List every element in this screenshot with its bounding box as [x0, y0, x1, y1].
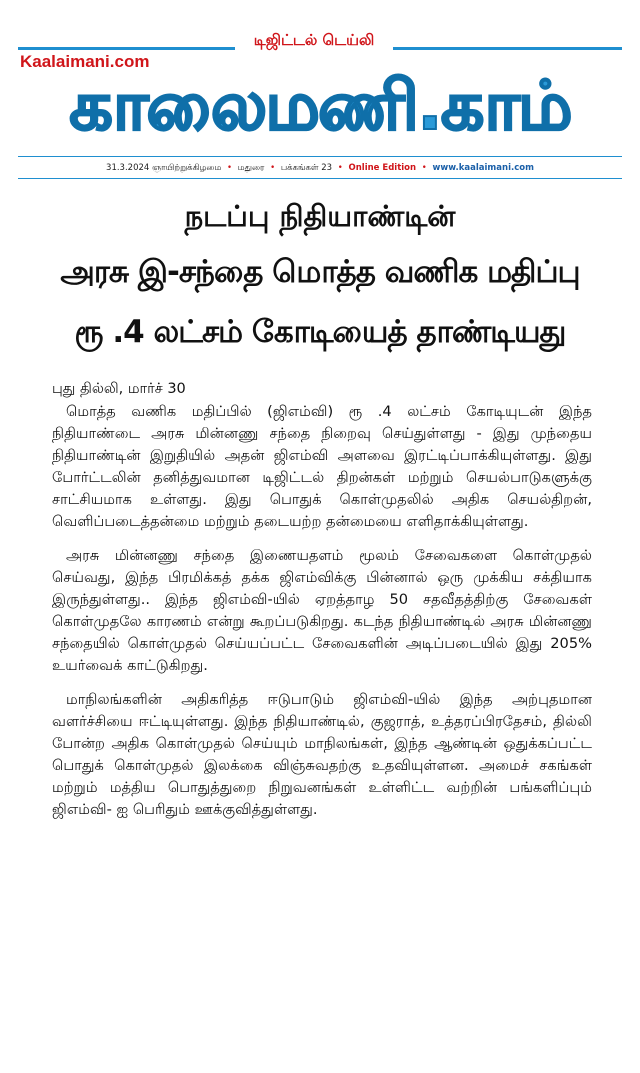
headline-line-1: நடப்பு நிதியாண்டின்: [184, 199, 456, 233]
headline: [20, 190, 620, 362]
issue-city: மதுரை: [237, 163, 265, 173]
masthead-title: காலைமணி.காம்: [69, 67, 571, 146]
issue-date: 31.3.2024 ஞாயிற்றுக்கிழமை: [106, 163, 222, 173]
article-paragraph: மொத்த வணிக மதிப்பில் (ஜிஎம்வி) ரூ .4 லட்சம் கோடியுடன் இந்த நிதியாண்டை அரசு மின்னணு சந்தை நிறைவு செய்துள்ளது - இது முந்தைய நிதியாண்டின் இறுதியில் அதன் ஜிஎம்வி அளவை இரட்டிப்பாக்கியுள்ளது. இது போர்ட்டலின் தனித்துவமான டிஜிட்டல் திறன்கள் மற்றும் செயல்பாடுகளுக்கு சாட்சியமாக உள்ளது. இது பொதுக் கொள்முதலில் அதிக செயல்திறன், வெளிப்படைத்தன்மை மற்றும் தடையற்ற தன்மையை எளிதாக்கியுள்ளது.: [52, 403, 592, 530]
article-paragraph: மாநிலங்களின் அதிகரித்த ஈடுபாடும் ஜிஎம்வி-யில் இந்த அற்புதமான வளர்ச்சியை ஈட்டியுள்ளது. இந்த நிதியாண்டில், குஜராத், உத்தரப்பிரதேசம், தில்லி போன்ற அதிக கொள்முதல் செய்யும் மாநிலங்கள், இந்த ஆண்டின் ஒதுக்கப்பட்ட பொதுக் கொள்முதல் இலக்கை விஞ்சுவதற்கு உதவியுள்ளன. அமைச் சகங்கள் மற்றும் மத்திய பொதுத்துறை நிறுவனங்கள் உள்ளிட்ட வற்றின் பங்களிப்பும் ஜிஎம்வி- ஐ பெரிதும் ஊக்குவித்துள்ளது.: [52, 691, 592, 818]
article-paragraph: அரசு மின்னணு சந்தை இணையதளம் மூலம் சேவைகளை கொள்முதல் செய்வது, இந்த பிரமிக்கத் தக்க ஜிஎம்விக்கு பின்னால் ஒரு முக்கிய சக்தியாக இருந்துள்ளது.. இந்த ஜிஎம்வி-யில் ஏறத்தாழ 50 சதவீதத்திற்கு சேவைகள் கொள்முதலே காரணம் என்று கூறப்படுகிறது. கடந்த நிதியாண்டில் அரசு மின்னணு சந்தையில் கொள்முதல் செய்யப்பட்ட சேவைகளின் அடிப்படையில் இது 205% உயர்வைக் காட்டுகிறது.: [52, 547, 592, 674]
website-link[interactable]: www.kaalaimani.com: [432, 163, 534, 173]
masthead-site-url: Kaalaimani.com: [20, 52, 150, 71]
separator-dot: •: [421, 163, 427, 173]
headline-line-3: ரூ .4 லட்சம் கோடியைத் தாண்டியது: [74, 314, 566, 350]
masthead-rule-bottom: [18, 178, 622, 179]
masthead-rule: [18, 156, 622, 157]
masthead-dateline: [18, 160, 622, 176]
masthead-tagline: டிஜிட்டல் டெய்லி: [235, 28, 393, 52]
masthead: [0, 0, 640, 180]
article-body: [52, 378, 592, 833]
issue-pages: பக்கங்கள் 23: [280, 163, 333, 173]
edition-label: Online Edition: [348, 163, 417, 173]
separator-dot: •: [227, 163, 233, 173]
article-dateline: புது தில்லி, மார்ச் 30: [52, 381, 186, 397]
headline-line-2: அரசு இ-சந்தை மொத்த வணிக மதிப்பு: [60, 254, 580, 290]
separator-dot: •: [270, 163, 276, 173]
separator-dot: •: [337, 163, 343, 173]
